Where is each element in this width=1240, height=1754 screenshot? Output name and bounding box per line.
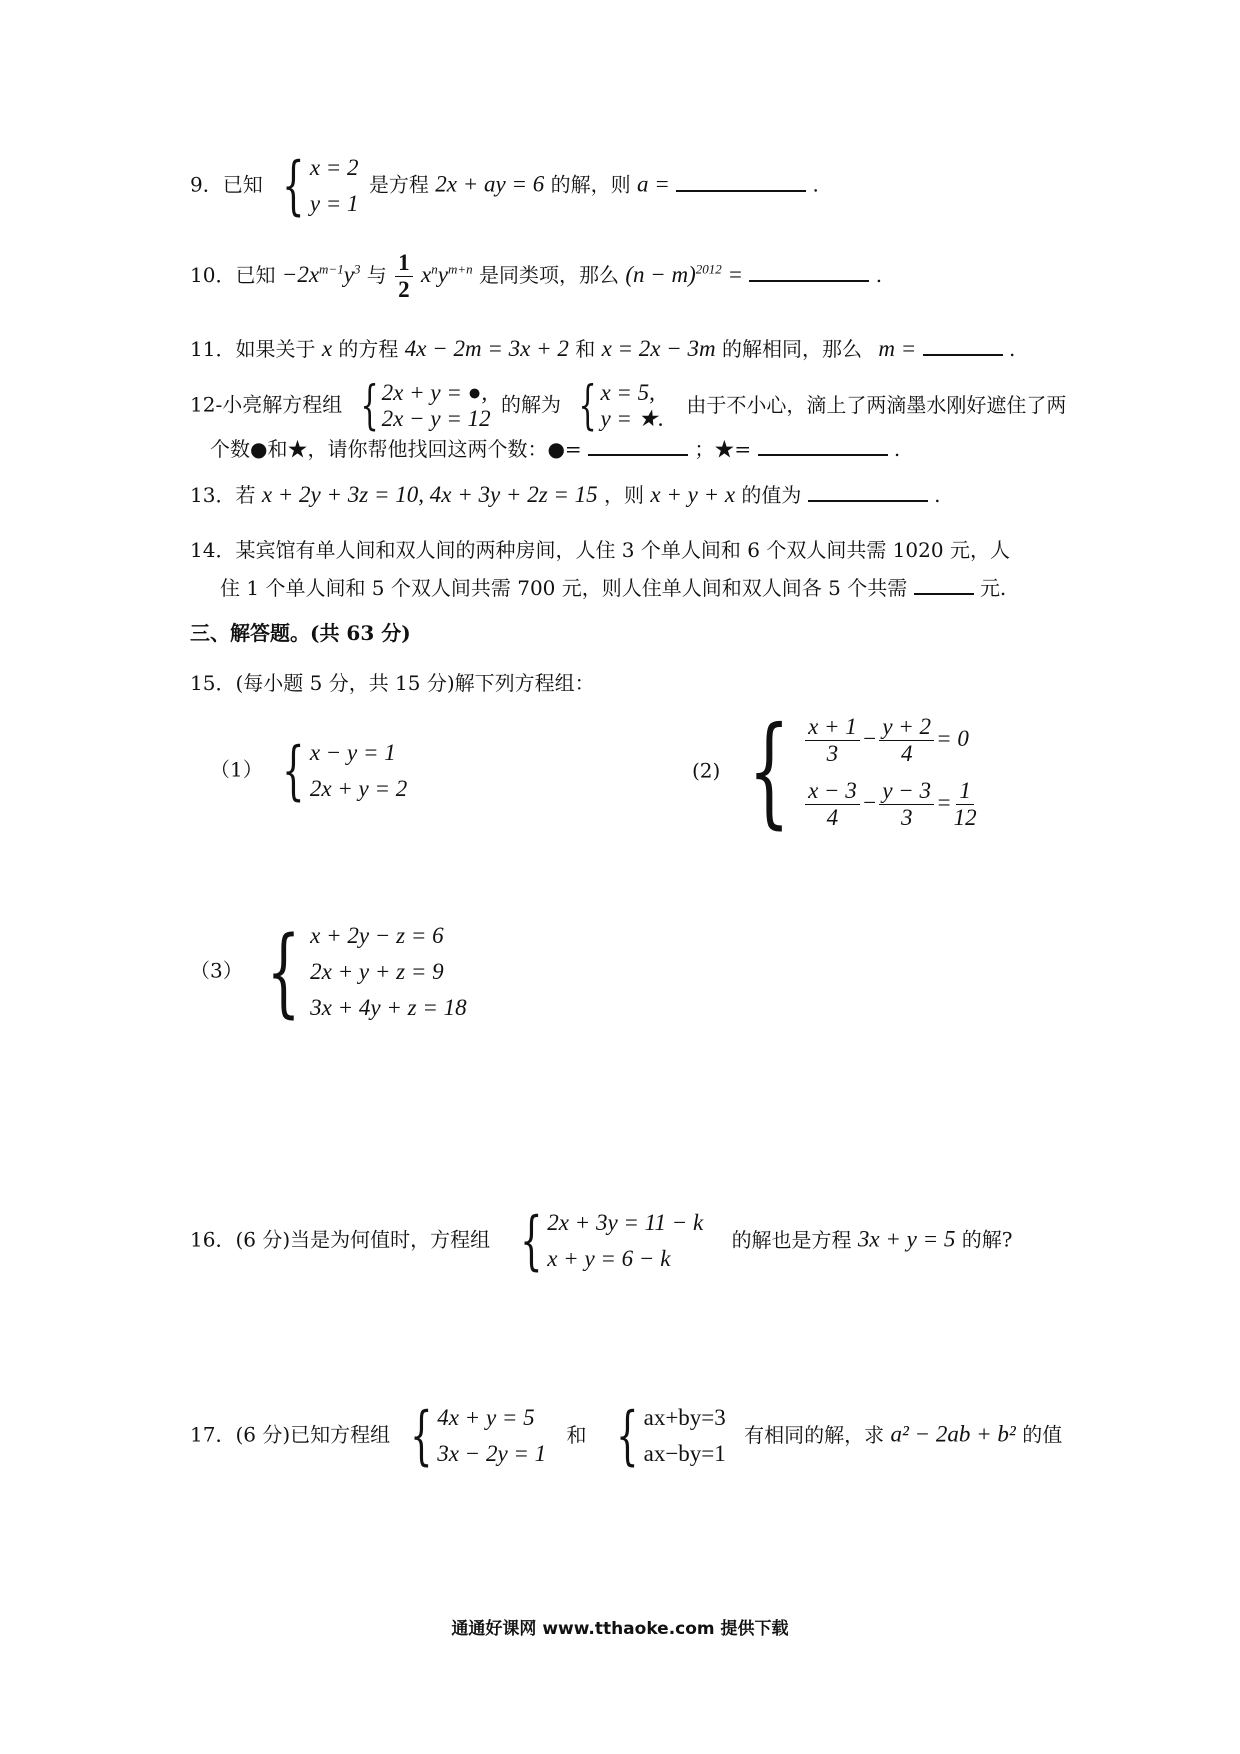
system-row: ax+by=3 bbox=[643, 1405, 726, 1430]
q13-equation: x + 2y + 3z = 10, 4x + 3y + 2z = 15 bbox=[261, 482, 598, 507]
brace-icon: { bbox=[409, 1399, 433, 1473]
system-row: $\frac{x - 3}{4}$ − $\frac{y - 3}{3}$ = $\frac{1}{12}$ bbox=[803, 778, 979, 831]
q17-and: 和 bbox=[566, 1422, 587, 1447]
system-row: 2x + 3y = 11 − k bbox=[547, 1210, 704, 1235]
system-row: $\frac{x + 1}{3}$ − $\frac{y + 2}{4}$ = 0 bbox=[803, 714, 979, 767]
q13-text: 的值为 bbox=[741, 483, 802, 507]
question-16 bbox=[190, 1205, 1012, 1277]
answer-blank[interactable] bbox=[808, 478, 928, 502]
answer-blank[interactable] bbox=[758, 432, 888, 456]
q10-number: 10．已知 bbox=[190, 263, 276, 287]
q15-part-label: (2) bbox=[692, 758, 721, 783]
answer-blank[interactable] bbox=[676, 168, 806, 192]
q12-text: 的解为 bbox=[501, 392, 561, 417]
q12-system-2 bbox=[571, 376, 665, 436]
answer-blank[interactable] bbox=[914, 571, 974, 595]
q9-text: 是方程 bbox=[368, 172, 429, 197]
q16-text: 的解? bbox=[961, 1227, 1013, 1252]
system-row: 3x + 4y + z = 18 bbox=[310, 995, 467, 1020]
q14-end: 元. bbox=[979, 576, 1007, 600]
q10-text: 是同类项，那么 bbox=[478, 263, 619, 287]
q15-system-1 bbox=[273, 735, 407, 807]
q15-part-3 bbox=[190, 918, 471, 1026]
q17-text: 17．(6 分)已知方程组 bbox=[190, 1422, 391, 1447]
brace-icon: { bbox=[282, 149, 305, 223]
q9-sys-row: y = 1 bbox=[309, 191, 359, 216]
q17-expression: a² − 2ab + b² bbox=[890, 1421, 1016, 1447]
q17-text: 有相同的解，求 bbox=[744, 1422, 885, 1447]
q10-end: . bbox=[875, 263, 883, 287]
question-12-line-2 bbox=[210, 432, 900, 464]
answer-blank[interactable] bbox=[923, 332, 1003, 356]
q12-text: 由于不小心，滴上了两滴墨水刚好遮住了两 bbox=[686, 392, 1067, 417]
q16-system bbox=[511, 1205, 704, 1277]
q10-fraction: $\frac{1}{2}$ bbox=[395, 250, 413, 303]
q12-end: . bbox=[893, 437, 901, 461]
q11-variable: m = bbox=[878, 336, 917, 361]
system-row: ax−by=1 bbox=[643, 1441, 726, 1466]
q12-system-1 bbox=[353, 376, 491, 436]
q9-end: . bbox=[812, 172, 819, 197]
q9-equation: 2x + ay = 6 bbox=[435, 171, 545, 197]
q11-var: x bbox=[321, 336, 333, 361]
question-14 bbox=[190, 535, 1010, 603]
q12-sys-row: 2x − y = 12 bbox=[381, 406, 491, 431]
system-row: 4x + y = 5 bbox=[437, 1405, 535, 1430]
q14-line: 14．某宾馆有单人间和双人间的两种房间，人住 3 个单人间和 6 个双人间共需 1020 元，人 bbox=[190, 538, 1010, 562]
q15-part-label: （1） bbox=[210, 757, 263, 782]
q12-sys-row: y = ★. bbox=[600, 406, 665, 431]
q9-sys-row: x = 2 bbox=[309, 155, 359, 180]
footer-watermark[interactable]: 通通好课网 www.tthaoke.com 提供下载 bbox=[451, 1619, 789, 1639]
system-row: x + y = 6 − k bbox=[547, 1246, 671, 1271]
brace-icon: { bbox=[360, 376, 379, 436]
q15-part-1 bbox=[210, 735, 411, 807]
brace-icon: { bbox=[282, 734, 305, 808]
q17-system-2 bbox=[607, 1400, 726, 1472]
question-9 bbox=[190, 150, 819, 222]
q15-system-2 bbox=[731, 702, 979, 841]
brace-icon: { bbox=[519, 1204, 543, 1278]
q11-text: 11．如果关于 bbox=[190, 337, 316, 361]
q10-term1: $-2x^{m-1}y^3$ bbox=[281, 261, 361, 287]
q11-end: . bbox=[1008, 337, 1016, 361]
q12-separator: ；★= bbox=[694, 437, 752, 461]
q9-variable: a = bbox=[636, 171, 670, 197]
brace-icon: { bbox=[747, 702, 790, 841]
q9-text: 的解，则 bbox=[550, 172, 631, 197]
q13-end: . bbox=[934, 483, 941, 507]
q11-text: 的方程 bbox=[338, 337, 399, 361]
q13-text: 13．若 bbox=[190, 483, 256, 507]
answer-blank[interactable] bbox=[749, 258, 869, 282]
system-row: 2x + y + z = 9 bbox=[310, 959, 444, 984]
section-heading: 三、解答题。(共 63 分) bbox=[190, 621, 411, 645]
q13-text: ，则 bbox=[604, 483, 645, 507]
question-10 bbox=[190, 250, 882, 303]
question-11 bbox=[190, 332, 1015, 364]
q12-sys-row: 2x + y = ●, bbox=[381, 380, 488, 405]
answer-blank[interactable] bbox=[588, 432, 688, 456]
q12-text: 个数●和★，请你帮他找回这两个数：●= bbox=[210, 437, 582, 461]
brace-icon: { bbox=[266, 916, 301, 1028]
brace-icon: { bbox=[616, 1399, 639, 1473]
question-13 bbox=[190, 478, 941, 510]
q16-text: 16．(6 分)当是为何值时，方程组 bbox=[190, 1227, 491, 1252]
q12-number: 12-小亮解方程组 bbox=[190, 392, 343, 417]
q13-expression: x + y + x bbox=[650, 482, 736, 507]
q15-part-2 bbox=[692, 702, 983, 841]
q17-text: 的值 bbox=[1022, 1422, 1063, 1447]
question-15-title: 15．(每小题 5 分，共 15 分)解下列方程组： bbox=[190, 671, 595, 695]
q11-equation-2: x = 2x − 3m bbox=[601, 336, 716, 361]
q15-system-3 bbox=[253, 918, 467, 1026]
system-row: 3x − 2y = 1 bbox=[437, 1441, 547, 1466]
q15-part-label: （3） bbox=[190, 958, 243, 983]
system-row: 2x + y = 2 bbox=[309, 776, 408, 801]
q10-term2: $x^ny^{m+n}$ bbox=[421, 261, 473, 287]
system-row: x + 2y − z = 6 bbox=[310, 923, 444, 948]
brace-icon: { bbox=[578, 376, 598, 436]
q17-system-1 bbox=[401, 1400, 547, 1472]
q16-text: 的解也是方程 bbox=[731, 1227, 852, 1252]
q10-expression: $(n - m)^{2012}$ = bbox=[625, 261, 744, 287]
question-12 bbox=[190, 376, 1067, 436]
q11-text: 的解相同，那么 bbox=[722, 337, 862, 361]
q9-number: 9．已知 bbox=[190, 172, 263, 197]
q16-equation: 3x + y = 5 bbox=[857, 1226, 956, 1252]
q12-sys-row: x = 5, bbox=[600, 380, 655, 405]
system-row: x − y = 1 bbox=[309, 740, 396, 765]
q14-line: 住 1 个单人间和 5 个双人间共需 700 元，则人住单人间和双人间各 5 个共需 bbox=[220, 576, 908, 600]
q11-and: 和 bbox=[575, 337, 596, 361]
q10-with: 与 bbox=[366, 263, 387, 287]
q11-equation-1: 4x − 2m = 3x + 2 bbox=[404, 336, 569, 361]
q9-system bbox=[273, 150, 358, 222]
question-17 bbox=[190, 1400, 1062, 1472]
